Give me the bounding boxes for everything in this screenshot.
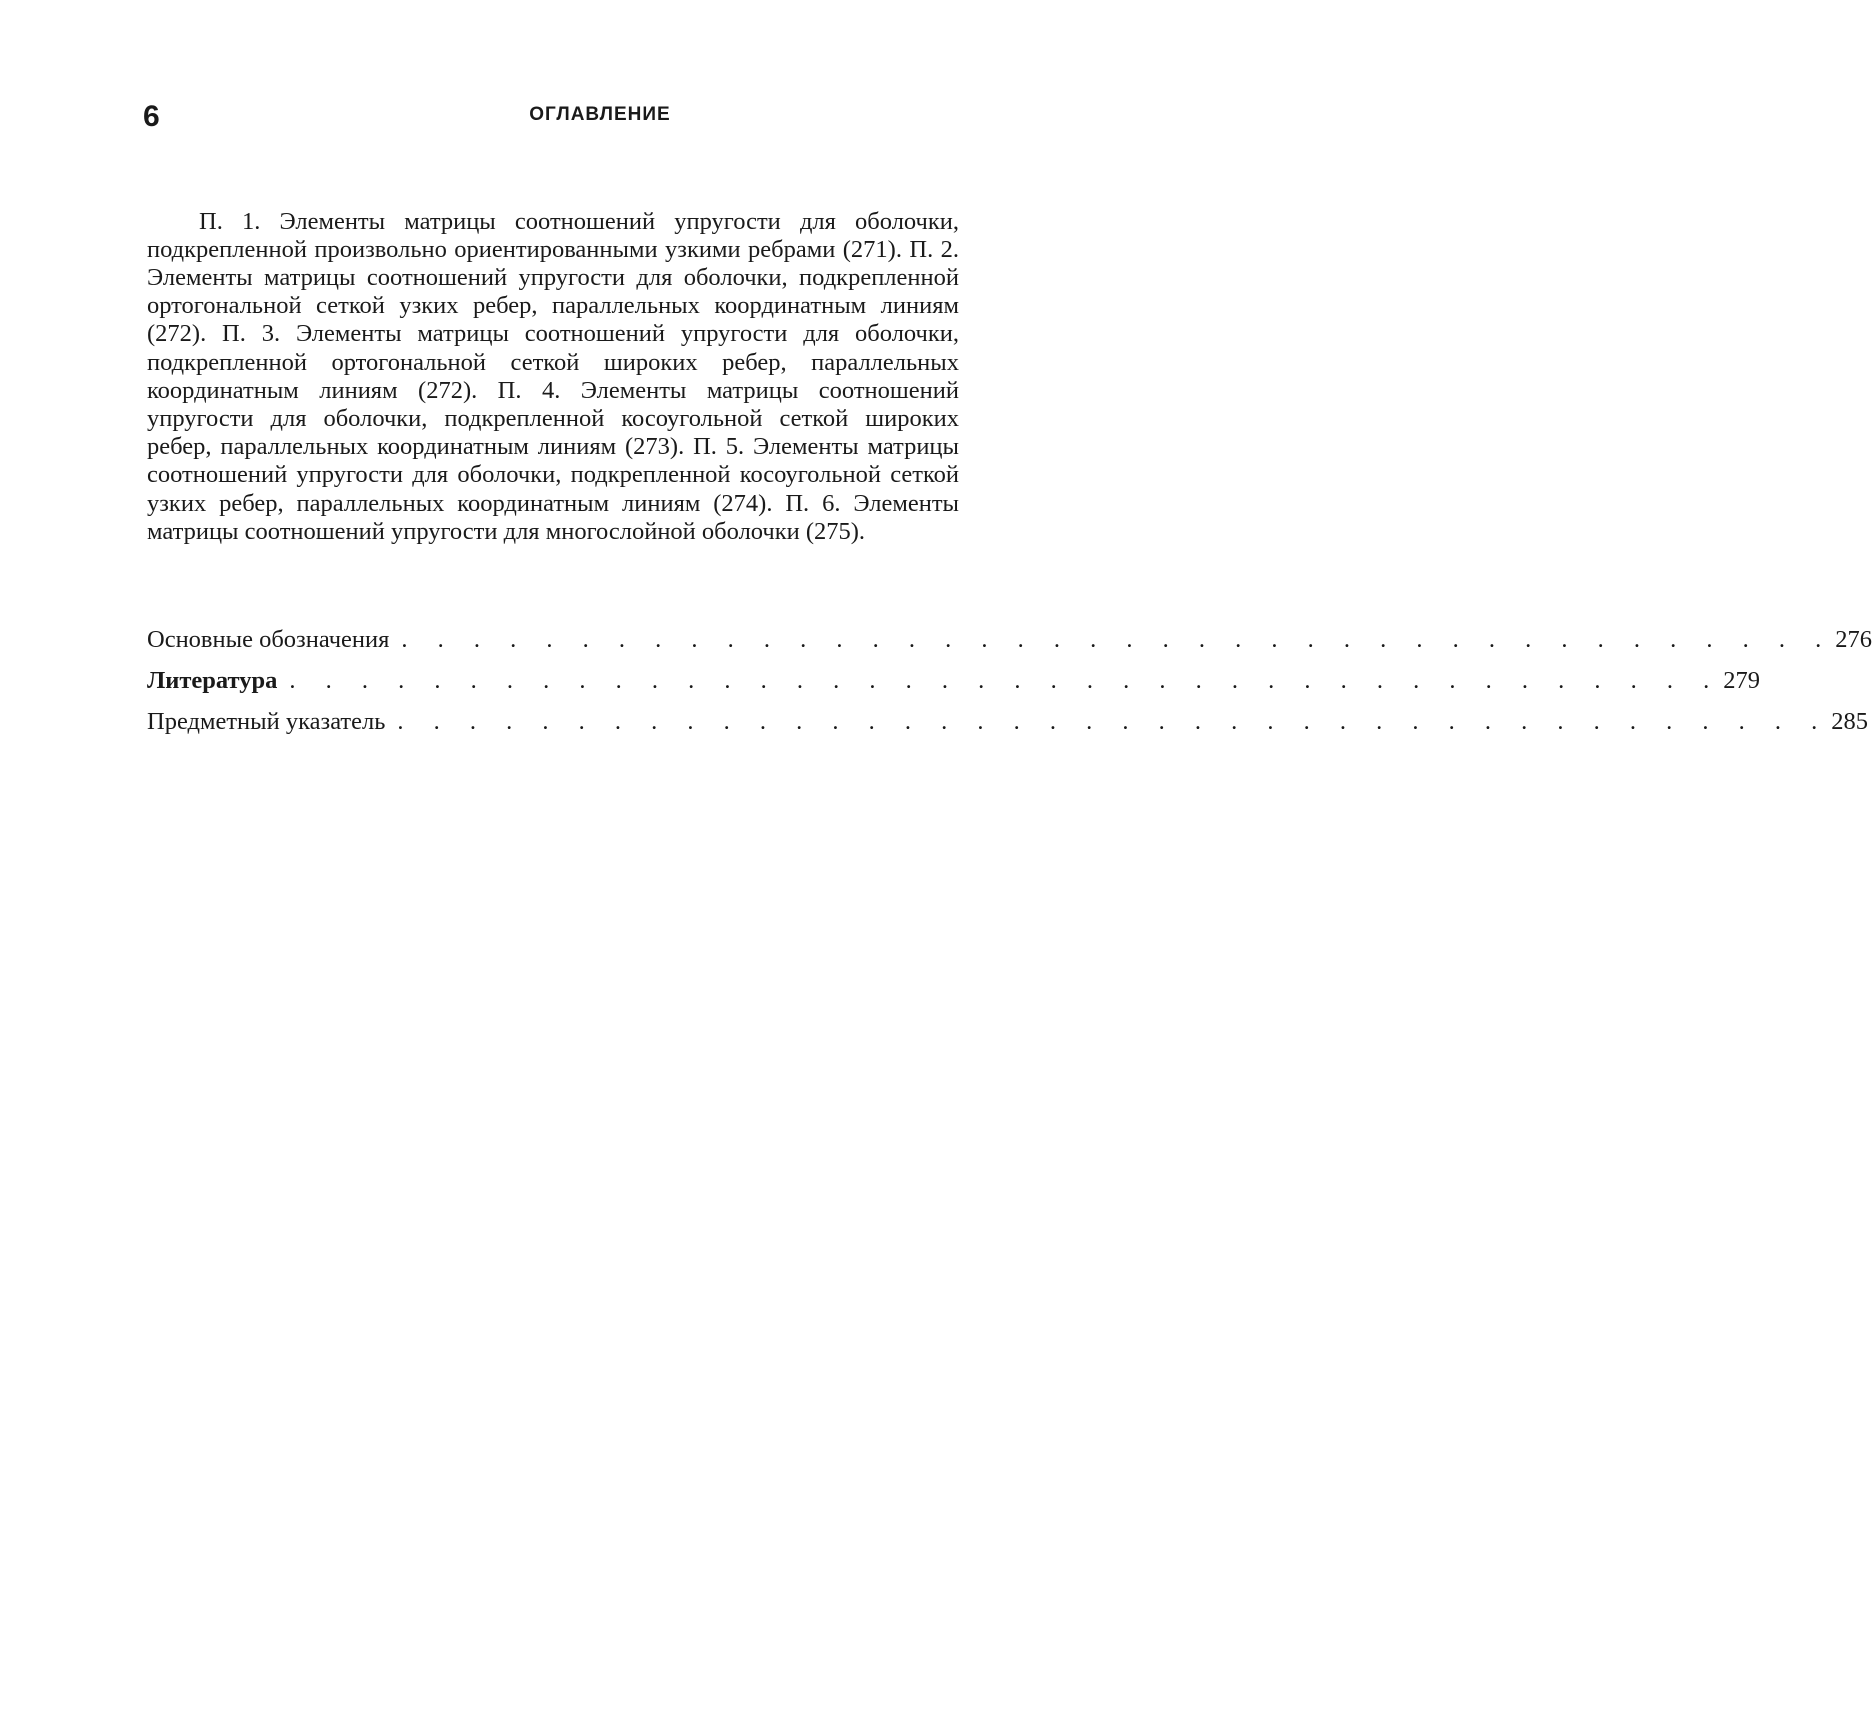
running-header: ОГЛАВЛЕНИЕ — [529, 104, 671, 125]
toc-page-number: 276 — [1835, 626, 1872, 653]
toc-entry-title: Литература — [147, 667, 278, 694]
toc-dot-leader: . . . . . . . . . . . . . . . . . . . . . . . . . . . . . . . . . . . . . . . . — [289, 667, 1722, 694]
toc-entry-title: Основные обозначения — [147, 626, 390, 653]
toc-entry-literature[interactable] — [147, 667, 1760, 708]
page-number: 6 — [143, 100, 160, 133]
appendix-paragraph: П. 1. Элементы матрицы соотношений упругости для оболочки, подкрепленной произвольно ориентированными узкими ребрами (271). П. 2. Элементы матрицы соотношений упругости для оболочки, подкрепленной ортогональной сеткой узких ребер, параллельных координатным линиям (272). П. 3. Элементы матрицы соотношений упругости для оболочки, подкрепленной ортогональной сеткой широких ребер, параллельных координатным линиям (272). П. 4. Элементы матрицы соотношений упругости для оболочки, подкрепленной косоугольной сеткой широких ребер, параллельных координатным линиям (273). П. 5. Элементы матрицы соотношений упругости для оболочки, подкрепленной косоугольной сеткой узких ребер, параллельных координатным линиям (274). П. 6. Элементы матрицы соотношений упругости для многослойной оболочки (275). — [147, 207, 959, 545]
toc-page-number: 279 — [1723, 667, 1760, 694]
toc-entry-title: Предметный указатель — [147, 708, 386, 735]
toc-dot-leader: . . . . . . . . . . . . . . . . . . . . . . . . . . . . . . . . . . . . . . . . — [397, 708, 1830, 735]
toc-entry-subject-index[interactable] — [147, 708, 1869, 749]
toc-entry-notation[interactable] — [147, 626, 1872, 667]
toc-list — [147, 626, 1872, 749]
toc-page-number: 285 — [1831, 708, 1869, 735]
toc-dot-leader: . . . . . . . . . . . . . . . . . . . . . . . . . . . . . . . . . . . . . . . . — [401, 626, 1834, 653]
